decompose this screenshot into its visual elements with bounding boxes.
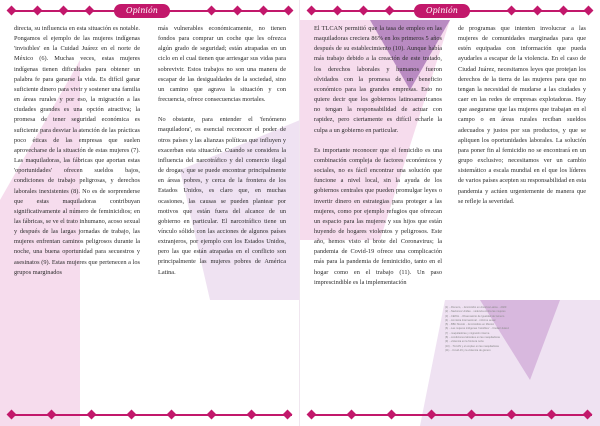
body-text: Es importante reconocer que el femicidio es una combinación compleja de factores económicos y sociales, no es fácil encontrar una solución que funcione a nivel local, sin la ayuda de los gobiernos centrales que pueden promulgar leyes o invertir dinero en estrategias para proteger a las mujeres, como por ejemplo refugios que ofrezcan un espacio para las mujeres y sus hijos que están huyendo de hogares violentos y peligrosos. Este año, hemos visto el brote del Coronavirus; la pandemia de Covid-19 ofrece una complicación más para la pandemia de feminicidio, tanto en el hogar como en el trabajo (11). Un paso imprescindible es la implementación bbox=[314, 146, 442, 286]
right-page bbox=[300, 0, 600, 426]
reference-item: (1) ...Romero, ...feminicidio en América Latina ...2020 bbox=[445, 306, 507, 309]
footer-diamond bbox=[247, 410, 257, 420]
ribbon-diamond bbox=[333, 6, 343, 16]
ribbon-diamond bbox=[284, 6, 294, 16]
reference-item: (2) ...Naciones Unidas ...violencia contra las mujeres bbox=[445, 310, 506, 314]
section-tag-right: Opinión bbox=[414, 4, 470, 18]
ribbon-diamond bbox=[533, 6, 543, 16]
reference-item: (9) ...violencia en la frontera norte bbox=[445, 340, 484, 344]
ribbon-diamond bbox=[7, 6, 17, 16]
ribbon-diamond bbox=[233, 6, 243, 16]
ribbon-diamond bbox=[259, 6, 269, 16]
footer-diamond bbox=[307, 410, 317, 420]
footer-diamond bbox=[87, 410, 97, 420]
ribbon-diamond bbox=[85, 6, 95, 16]
footer-diamond bbox=[47, 410, 57, 420]
section-tag-left: Opinión bbox=[114, 4, 170, 18]
reference-item: (6) ...Las mujeres indígenas 'invisibles' ...Ciudad Juárez bbox=[445, 327, 509, 331]
reference-item: (11) ...Covid-19 y la violencia de género bbox=[445, 348, 491, 352]
right-page-column-2 bbox=[458, 24, 586, 207]
body-text: de programas que intenten involucrar a las mujeres de comunidades marginadas para que estén equipadas con información que pueda ayudarles a escapar de la violencia. En el caso de Ciudad Juárez, necesitamos leyes que protejan los derechos de la tierra de las mujeres para que no tengan la necesidad de mudarse a las ciudades y caer en las redes de empresas explotadoras. Hay que asegurarse que las mujeres que trabajan en el campo o en áreas rurales reciban sueldos adecuados y justos por sus productos, y que se apliquen los oportunidades laborales. La solución para poner fin al femicidio no se encontrará en un grupo exclusivo; necesitamos ver un cambio sistemático a escala mundial en el que los líderes de varios países acepten su responsabilidad en esta pandemia y actúen urgentemente de manera que se refleje la severidad. bbox=[458, 25, 586, 205]
ribbon-diamond bbox=[359, 6, 369, 16]
ribbon-diamond bbox=[385, 6, 395, 16]
body-text: más vulnerables económicamente, no tienen fondos para comprar un coche que les ofrezca algún grado de seguridad; están atrapadas en un ciclo en el cual tienen que arriesgar sus vidas para sobrevivir. Estos trabajos no son una manera de escapar de las desigualdades de la sociedad, sino un camino que agrava la situación y con frecuencia, ofrece consecuencias mortales. bbox=[158, 25, 286, 104]
footer-ribbon-left bbox=[8, 410, 292, 420]
footer-diamond bbox=[167, 410, 177, 420]
footer-diamond bbox=[347, 410, 357, 420]
reference-item: (10) ...TLCAN y el empleo en las maquiladoras bbox=[445, 344, 499, 348]
footer-diamond bbox=[387, 410, 397, 420]
right-page-column-1 bbox=[314, 24, 442, 288]
footer-diamond bbox=[583, 410, 593, 420]
ribbon-diamond bbox=[584, 6, 594, 16]
ribbon-diamond bbox=[59, 6, 69, 16]
reference-item: (8) ...condiciones laborales en las maquiladoras bbox=[445, 336, 500, 340]
ribbon-diamond bbox=[207, 6, 217, 16]
body-text: El TLCAN permitió que la tasa de empleo en las maquiladoras creciera 86% en los primeros 5 años después de su establecimiento (10). Aunque había más trabajo debido a la creación de este tratado, los derechos laborales y humanos fueron olvidados con la promesa de un beneficio económico para las grandes empresas. Esto no quiere decir que los gobiernos latinoamericanos no tengan la responsabilidad de actuar con rapidez, pero ciertamente es difícil echarle la culpa a un gobierno en particular. bbox=[314, 25, 442, 134]
footer-diamond bbox=[547, 410, 557, 420]
header-ribbon-right bbox=[308, 4, 592, 18]
ribbon-diamond bbox=[559, 6, 569, 16]
references-list bbox=[445, 306, 595, 353]
left-page-column-2 bbox=[158, 24, 286, 278]
reference-item: (7) ...maquiladoras y migración interna bbox=[445, 331, 490, 335]
header-ribbon-left bbox=[8, 4, 292, 18]
footer-diamond bbox=[467, 410, 477, 420]
ribbon-diamond bbox=[307, 6, 317, 16]
footer-diamond bbox=[507, 410, 517, 420]
footer-diamond bbox=[427, 410, 437, 420]
ribbon-diamond bbox=[507, 6, 517, 16]
footer-diamond bbox=[7, 410, 17, 420]
left-page-column-1 bbox=[14, 24, 140, 278]
reference-item: (5) ...BBC Mundo ...feminicidios en México bbox=[445, 323, 495, 327]
body-text: directa, su influencia en esta situación es notable. Pongamos el ejemplo de las mujeres indígenas 'invisibles' en la Cuidad Juárez en el norte de México (6). Muchas veces, estas mujeres indígenas tienen dificultades para obtener un palabra fe para ganarse la vida. Es difícil ganar suficiente dinero para vivir y sostener una familia en áreas rurales y por eso, la migración a las ciudades grandes es una opción atractiva; la promesa de tener seguridad económica es suficiente para desviar la atención de las prácticas poco éticas de las empresas que suelen aprovecharse de la situación de estas mujeres (7). Las maquiladoras, las fábricas que aportan estas 'oportunidades' ofrecen sueldos bajos, condiciones de trabajo peligrosas, y derechos laborales inexistentes (8). No es de sorprenderse que estas maquiladoras contribuyan significativamente al número de feminicidios; en las fábricas, se ve el trato inhumano, acoso sexual y después de las largas jornadas de trabajo, las mujeres enfrentan caminos peligrosos durante la noche, una buena oportunidad para secuestros y asesinatos (9). Estas mujeres que pertenecen a los grupos marginados bbox=[14, 25, 140, 276]
reference-item: (3) ...CEPAL ...Observatorio de Igualdad de Género bbox=[445, 314, 505, 318]
footer-diamond bbox=[283, 410, 293, 420]
footer-diamond bbox=[207, 410, 217, 420]
ribbon-diamond bbox=[33, 6, 43, 16]
body-text: No obstante, para entender el 'fenómeno maquiladora', es esencial reconocer el poder de otros países y las alianzas políticas que influyen y exacerban esta situación. Cuando se considera la influencia del narcotráfico y del comercio ilegal de drogas, que se puede encontrar principalmente en áreas pobres, y cerca de la frontera de los Estados Unidos, es claro que, en muchas ocasiones, las causas se pueden plantear por motivos que están fuera del alcance de un gobierno en particular. El narcotráfico tiene un vínculo sólido con las acciones de algunos países extranjeros, por ejemplo con los Estados Unidos, pero las que están atrapadas en el conflicto son principalmente las mujeres pobres de América Latina. bbox=[158, 116, 286, 276]
footer-diamond bbox=[127, 410, 137, 420]
footer-ribbon-right bbox=[308, 410, 592, 420]
reference-item: (4) ...Amnistía Internacional ...informe anual bbox=[445, 318, 496, 322]
